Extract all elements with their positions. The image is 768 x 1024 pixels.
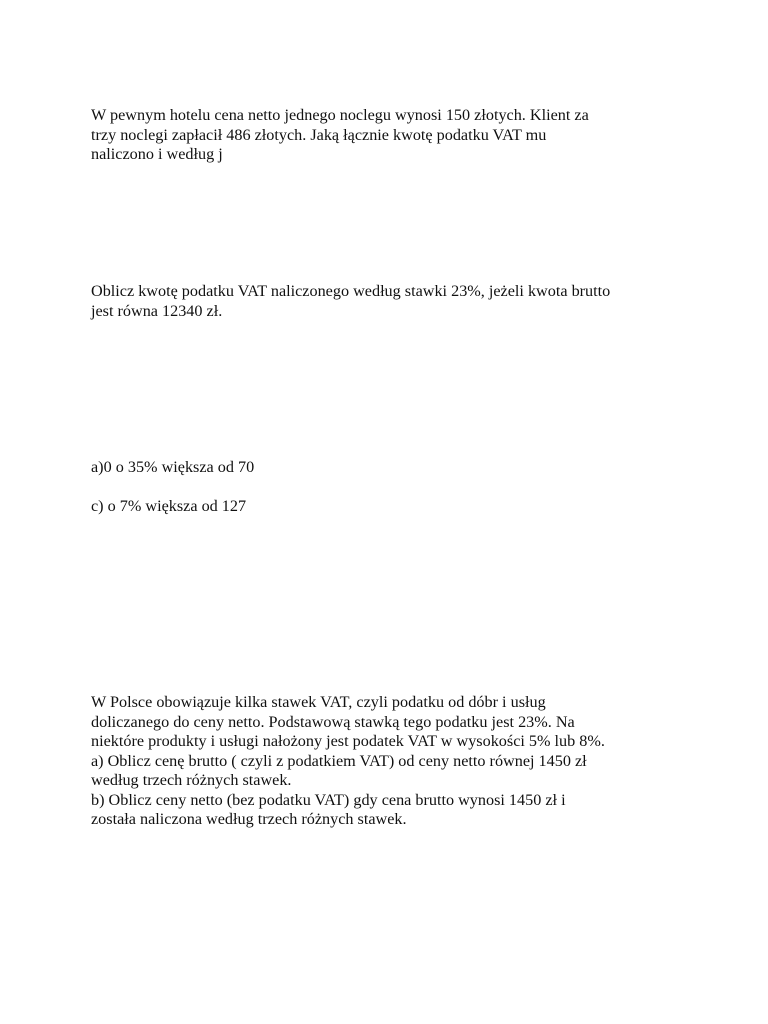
percent-exercise-a <box>91 458 691 478</box>
text-line: c) o 7% większa od 127 <box>91 497 247 515</box>
text-line: Oblicz kwotę podatku VAT naliczonego według stawki 23%, jeżeli kwota brutto <box>91 282 611 300</box>
percent-exercise-c <box>91 497 691 517</box>
vat-amount-problem <box>91 282 691 321</box>
text-line: jest równa 12340 zł. <box>91 301 223 320</box>
text-line: naliczono i według j <box>91 145 223 163</box>
text-line: b) Oblicz ceny netto (bez podatku VAT) gdy cena brutto wynosi 1450 zł i <box>91 790 566 809</box>
text-line: a)0 o 35% większa od 70 <box>91 458 255 476</box>
text-line: niektóre produkty i usługi nałożony jest podatek VAT w wysokości 5% lub 8%. <box>91 732 605 750</box>
vat-rates-problem <box>91 693 691 830</box>
text-line: została naliczona według trzech różnych stawek. <box>91 810 407 828</box>
text-line: a) Oblicz cenę brutto ( czyli z podatkiem VAT) od ceny netto równej 1450 zł <box>91 751 587 770</box>
text-line: doliczanego do ceny netto. Podstawową stawką tego podatku jest 23%. Na <box>91 712 575 731</box>
hotel-vat-problem <box>91 106 691 165</box>
text-line: W Polsce obowiązuje kilka stawek VAT, czyli podatku od dóbr i usług <box>91 693 546 711</box>
text-line: W pewnym hotelu cena netto jednego noclegu wynosi 150 złotych. Klient za <box>91 106 589 124</box>
text-line: trzy noclegi zapłacił 486 złotych. Jaką łącznie kwotę podatku VAT mu <box>91 125 547 144</box>
text-line: według trzech różnych stawek. <box>91 771 292 789</box>
